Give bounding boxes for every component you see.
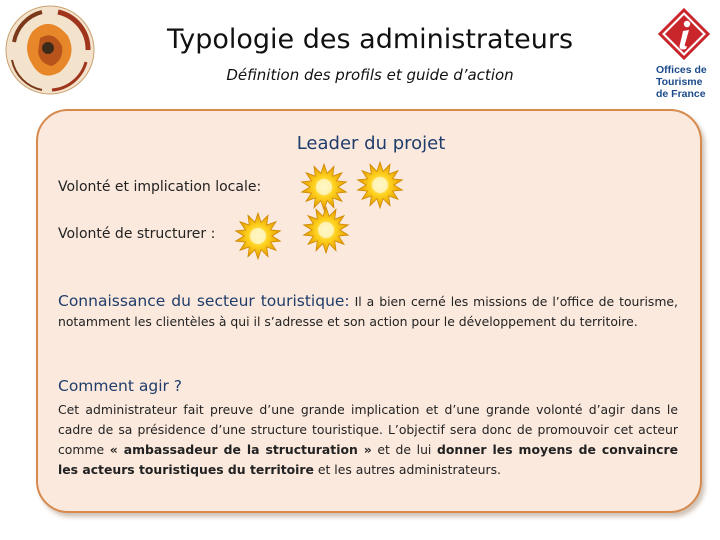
star-icon [234,212,282,260]
how-text-1: Cet administrateur fait preuve d’une grande implication et d’une grande volonté d’agir dans le cadre de sa présidence d’une structure touristique. L’objectif sera donc de promouvoir cet acteur comme [58,402,678,457]
how-text-2: et de lui [371,442,437,457]
knowledge-text: Il a bien cerné les missions de l’office de tourisme, notamment les clientèles à qui il s’adresse et son action pour le développement du territoire. [58,294,678,329]
star-icon [302,206,350,254]
profile-title: Leader du projet [296,133,446,154]
how-bold-1: « ambassadeur de la structuration » [109,442,372,457]
criterion-implication-label: Volonté et implication locale: [58,179,262,195]
how-bold-2: donner les moyens de convaincre les acteurs touristiques du territoire [58,442,678,477]
star-icon [356,161,404,209]
knowledge-label: Connaissance du secteur touristique: [58,292,350,310]
knowledge-paragraph [58,291,678,332]
brand-line-2: Tourisme [656,76,703,88]
info-i-icon [656,6,712,62]
how-paragraph [58,400,678,480]
page-title: Typologie des administrateurs [166,24,574,55]
offices-de-tourisme-logo [650,4,716,104]
how-text-3: et les autres administrateurs. [313,462,501,477]
brand-line-1: Offices de [656,64,707,76]
profile-card [36,109,702,513]
brand-text [656,64,716,100]
star-icon [300,163,348,211]
page-subtitle: Définition des profils et guide d’action [226,66,514,84]
brand-line-3: de France [656,88,706,100]
how-heading: Comment agir ? [58,377,183,395]
criterion-structurer-label: Volonté de structurer : [58,226,216,242]
